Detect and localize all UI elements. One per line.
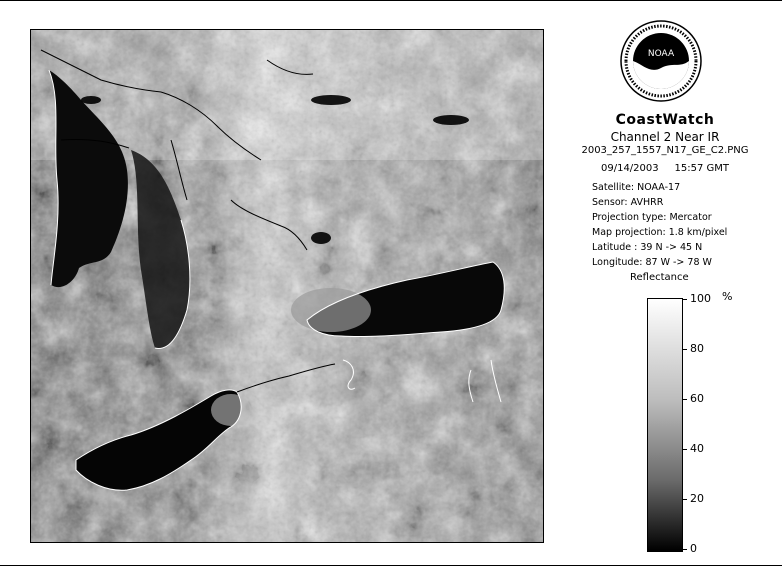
sensor-row: Sensor: AVHRR [592,197,664,208]
longitude-row: Longitude: 87 W -> 78 W [592,257,712,268]
map-projection-row: Map projection: 1.8 km/pixel [592,227,728,238]
satellite-row: Satellite: NOAA-17 [592,182,681,193]
metadata-list [592,180,727,270]
product-title: CoastWatch [615,112,715,128]
tick-label-100: 100 [690,292,711,305]
tick-mark [682,349,687,350]
acquisition-time: 15:57 GMT [674,163,730,174]
tick-mark [682,499,687,500]
tick-label-0: 0 [690,542,697,555]
latitude-row: Latitude : 39 N -> 45 N [592,242,703,253]
tick-mark [682,299,687,300]
tick-mark [682,549,687,550]
acquisition-date: 09/14/2003 [600,163,659,174]
top-rule [0,0,782,1]
image-filename: 2003_257_1557_N17_GE_C2.PNG [581,145,749,156]
tick-label-60: 60 [690,392,704,405]
satellite-image [31,30,543,542]
channel-label: Channel 2 Near IR [610,130,720,144]
tick-label-80: 80 [690,342,704,355]
logo-text: NOAA [647,49,675,59]
tick-mark [682,399,687,400]
bottom-rule [0,565,782,566]
reflectance-colorbar [647,298,683,552]
acquisition-datetime [560,163,770,174]
legend-unit: % [722,290,733,303]
tick-label-40: 40 [690,442,704,455]
noaa-logo-icon [620,20,702,102]
tick-mark [682,449,687,450]
projection-type-row: Projection type: Mercator [592,212,712,223]
satellite-map [30,29,544,543]
legend-title: Reflectance [630,272,689,283]
tick-label-20: 20 [690,492,704,505]
